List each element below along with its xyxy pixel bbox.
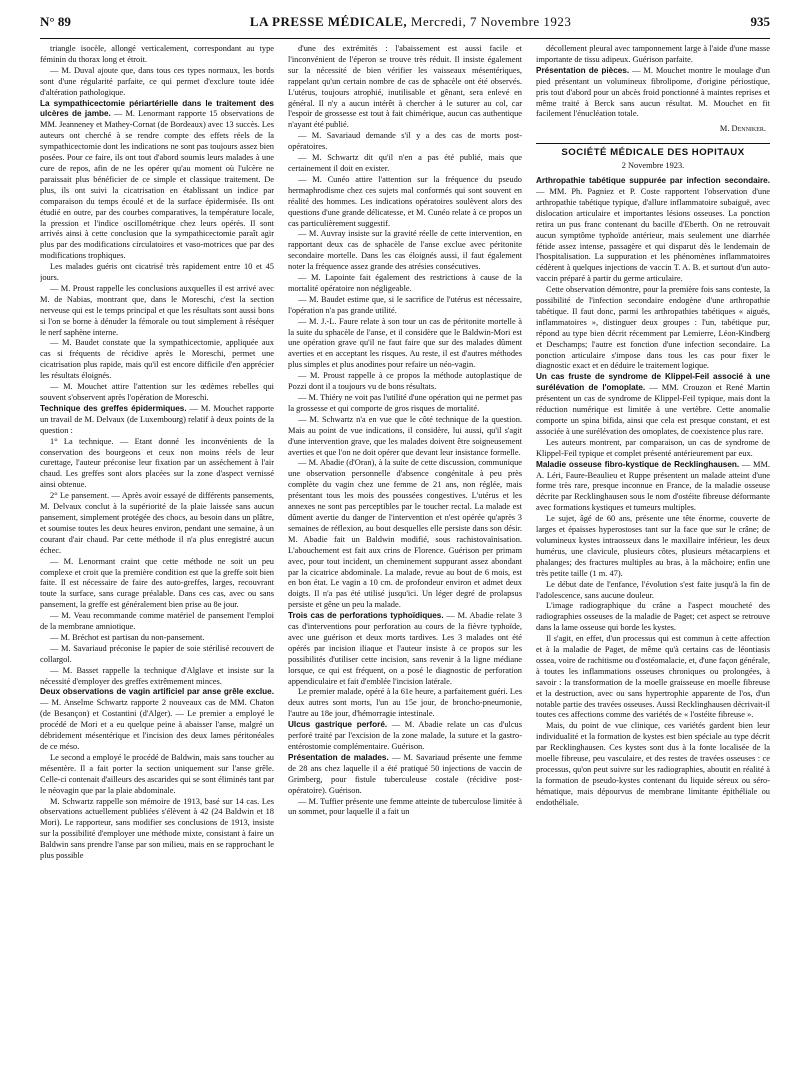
paragraph [288,415,522,459]
paragraph-text: Le début date de l'enfance, l'évolution s'est faite jusqu'à la fin de l'adolescence, sans aucune douleur. [536,579,770,600]
paragraph [536,44,770,66]
paragraph-text: Le second a employé le procédé de Baldwin, mais sans toucher au mésentère. Il a fait porter la section uniquement sur l'anse grêle. Celle-ci contenait d'ailleurs des ascarides qui se sont éliminés tant par le néovagin que par la plaie abdominale. [40,752,274,795]
paragraph-text: — M. Schwartz dit qu'il n'en a pas été publié, mais que certainement il doit en exister. [288,153,522,173]
issue-number: N° 89 [40,14,71,29]
section-heading: Ulcus gastrique perforé. [288,720,388,730]
paragraph [288,44,522,131]
paragraph [40,633,274,644]
paragraph-text: — M. Savariaud demande s'il y a des cas de morts post-opératoires. [288,131,522,152]
paragraph-text: triangle isocèle, allongé verticalement, correspondant au type féminin du thorax long et étroit. [40,44,274,64]
paragraph-text: — M. Lenormant rapporte 15 observations de MM. Jeanneney et Mathey-Cornat (de Bordeaux) avec 13 succès. Les auteurs ont cherché à se rendre compte des effets réels de la sympathicectomie dont les indications ne sont pas toujours assez bien posées. Pour ce faire, ils ont tout d'abord soumis leurs malades à une cure de repos, afin de ne les opérer qu'au moment où l'ulcère ne paraissait plus bénéficier de ce simple et classique traitement. De plus, ils ont suivi la cicatrisation en établissant un indice par comparaison du temps écoulé et de la surface épidermisée. Ils ont étudié en outre, par des courbes comparatives, la température locale, la pression et l'indice oscillométrique chez leurs opérés. Il sont arrivés ainsi à cette conclusion que la sympathicectomie paraît agir plus par des modifications circulatoires et vaso-motrices que par des modifications trophiques. [40,109,274,261]
column-3-bottom [536,176,770,809]
paragraph-text: M. Schwartz rappelle son mémoire de 1913, basé sur 14 cas. Les observations actuellement publiées s'élèvent à 42 (24 Baldwin et 18 Mori). Le rapporteur, sans modifier ses conclusions de 1913, insiste sur la possibilité d'employer une méthode mixte, consistant à faire un Baldwin sans prendre l'anse par son milieu, mais en se rapprochant le plus possible [40,796,274,861]
paragraph [40,644,274,666]
section-heading: Présentation de pièces. [536,65,630,75]
journal-title [250,14,572,30]
page-header [40,14,770,40]
paragraph-text: — MM. A. Léri, Faure-Beaulieu et Ruppe présentent un malade atteint d'une forme très rare, presque inconnue en France, de la maladie osseuse décrite par Recklinghausen sous le nom d'ostéite fibreuse déformante avec formations kystiques et tumeurs multiples. [536,459,770,513]
paragraph [536,580,770,602]
paragraph-text: — M. Proust rappelle les conclusions auxquelles il est arrivé avec M. de Nabias, montrant que, dans le Moreschi, c'est la section nerveuse qui est le temps principal et que les résultats sont aussi bons si l'on se borne à dénuder la fémorale ou tout simplement à réséquer le nerf saphène interne. [40,283,274,337]
paragraph [288,229,522,273]
paragraph-text: — M. Schwartz n'a en vue que le côté technique de la question. Mais au point de vue indications, il considère, lui aussi, qu'il s'agit d'une intervention grave, que les malades doivent être soigneusement averties et que l'on ne doit opérer que devant leur insistance formelle. [288,414,522,457]
signature: M. Denniker. [719,124,766,134]
paragraph [40,66,274,99]
paragraph [288,317,522,372]
paragraph [536,514,770,579]
paragraph [288,273,522,295]
paragraph-text: — M. Bréchot est partisan du non-pansement. [50,632,205,642]
paragraph [40,611,274,633]
paragraph [536,721,770,808]
paragraph [40,557,274,612]
paragraph-text: Mais, du point de vue clinique, ces variétés gardent bien leur individualité et la formation de kystes est bien spéciale au type décrit par Recklinghausen. Ces kystes sont dus à la fonte localisée de la moelle fibreuse, peu vasculaire, et des restes de travées osseuses : ce processus, qu'on peut suivre sur les radiographies, aboutit en réalité à la formation de pseudo-kystes contenant du liquide séreux ou séro-hématique, mais dépourvus de membrane limitante épithéliale ou endothéliale. [536,721,770,807]
section-heading: Deux observations de vagin artificiel par anse grêle exclue. [40,687,274,697]
section-heading: La sympathicectomie périartérielle dans le traitement des ulcères de jambe. [40,98,274,119]
paragraph-text: — M. Abadie relate un cas d'ulcus perforé traité par l'excision de la zone malade, la suture et la gastro-entérostomie complémentaire. Guérison. [288,720,522,751]
paragraph [40,262,274,284]
paragraph-text: — M. Baudet constate que la sympathicectomie, appliquée aux cas si fréquents de récidive après le Moreschi, permet une cicatrisation plus rapide, mais qu'il est encore difficile d'en apprécier les résultats éloignés. [40,338,274,381]
paragraph-text: Le premier malade, opéré à la 61e heure, a parfaitement guéri. Les deux autres sont morts, l'un au 15e jour, de broncho-pneumonie, l'autre au 18e jour, d'hémorragie intestinale. [288,687,522,719]
paragraph [536,66,770,121]
paragraph-text: Il s'agit, en effet, d'un processus qui est commun à cette affection et à la maladie de Paget, de même qu'à certains cas de léontiasis ossea, voire de rachitisme ou d'ostéomalacie, et, d'une façon générale, à toutes les inflammations osseuses chroniques ou prolongées, à savoir : la transformation de la moelle graisseuse en moelle fibreuse et la destruction, avec ou sans hypertrophie apparente de l'os, d'un notable partie des travées osseuses. Aussi Recklinghausen décrivait-il toutes ces affections comme des variétés de « l'ostéite fibreuse ». [536,634,770,720]
paragraph-text: — M. Savariaud présente une femme de 28 ans chez laquelle il a été pratiqué 50 injections de vaccin de Grimberg, pour fistule tuberculeuse costale (récidive post-opératoire). Guérison. [288,752,522,795]
paragraph-text: — M. Abadie (d'Oran), à la suite de cette discussion, communique une observation personnelle d'absence congénitale à peu près complète du vagin chez une femme de 21 ans, non réglée, mais présentant tous les mois des poussées congestives. L'utérus et les annexes ne sont pas perceptibles par le toucher rectal. La malade est dûment avertie du danger de l'intervention et n'est opérée qu'après 3 semaines de réflexion, au bout desquelles elle persiste dans son désir. M. Abadie fait un Baldwin modifié, sous rachistovaïnisation. L'abouchement est fait aux crins de Florence. Guérison per primam avec, pour tout incident, un cheminement suppurant assez abondant par la cicatrice abdominale. La malade, revue au bout de 6 mois, est en bon état. Le vagin a 10 cm. de profondeur environ et admet deux doigts. Il n'a pas été utilisé jusqu'ici. Un léger degré de prolapsus persiste et gêne un peu la malade. [288,458,522,610]
paragraph [40,687,274,752]
paragraph [536,438,770,460]
paragraph [40,404,274,437]
section-heading: Technique des greffes épidermiques. [40,403,187,413]
paragraph-text: — M. Lapointe fait également des restrictions à cause de la mortalité opératoire non négligeable. [288,273,522,293]
paragraph-text: L'image radiographique du crâne a l'aspect moucheté des radiographies osseuses de la maladie de Paget; cet aspect se retrouve dans la lame osseuse qui borde les kystes. [536,601,770,633]
paragraph-text: — MM. Ph. Pagniez et P. Coste rapportent l'observation d'une arthropathie tabétique typique, d'allure inflammatoire subaiguë, avec dislocation articulaire et importantes lésions osseuses. La ponction retira un pus franc contenant du bacille d'Eberth. On ne retrouvait aucun symptôme typhoïde antérieur, mais seulement une diarrhée fétide assez intense, passagère et qui disparut dès le lendemain de l'hospitalisation. La suppuration et les phénomènes inflammatoires cédèrent à quelques injections de vaccin T. A. B. et surtout d'un auto-vaccin préparé à partir du germe articulaire. [536,186,770,284]
paragraph-text: 1° La technique. — Etant donné les inconvénients de la conservation des bourgeons et ceux non moins réels de leur curettage, l'auteur préconise leur fixation par un asséchement à l'air chaud. Les greffes sont alors placées sur la zone d'aspect vernissé ainsi obtenue. [40,436,274,490]
paragraph [288,175,522,230]
paragraph-text: 2° Le pansement. — Après avoir essayé de différents pansements, M. Delvaux conclut à la supériorité de la plaie laissée sans aucun pansement, simplement protégée des chocs, au besoin dans un plâtre, et soumise toutes les deux heures environ, pendant une semaine, à un courant d'air chaud. Par cette méthode il n'a plus enregistré aucun échec. [40,491,274,555]
paragraph-text: Le sujet, âgé de 60 ans, présente une tête énorme, couverte de larges et épaisses hyperostoses tant sur la face que sur le crâne; de volumineux kystes intraosseux dans le maxillaire inférieur, les deux humérus, une clavicule, plusieurs côtes, plusieurs métacarpiens et phalanges; des fractures multiples au bras, à la mâchoire; enfin une très petite taille (1 m. 47). [536,514,770,578]
paragraph [40,338,274,382]
section-title: SOCIÉTÉ MÉDICALE DES HOPITAUX [561,147,745,159]
section-heading: Maladie osseuse fibro-kystique de Recklinghausen. [536,459,740,469]
paragraph-text: — M. Abadie relate 3 cas d'interventions pour perforation au cours de la fièvre typhoïde, avec une guérison et deux morts tardives. Les 3 malades ont été opérés par incision iliaque et l'auteur insiste à ce propos sur les possibilités d'utiliser cette incision, sans revenir à la ligne médiane lorsque, ce qui est fréquent, on a posé le diagnostic de perforation appendiculaire et fait d'emblée l'incision latérale. [288,611,522,686]
journal-name: LA PRESSE MÉDICALE, [249,14,408,29]
paragraph-text: — M. Auvray insiste sur la gravité réelle de cette intervention, en rapportant deux cas de sphacèle de l'anse exclue avec péritonite secondaire mortelle. Dans les cas éloignés aussi, il faut également noter la fréquence assez grande des atrésies consécutives. [288,229,522,272]
section-heading: Trois cas de perforations typhoïdiques. [288,611,444,621]
paragraph [40,797,274,862]
paragraph [536,176,770,285]
paragraph [288,131,522,153]
column-3 [536,44,770,1074]
header-rule [40,38,770,39]
paragraph-text: Les auteurs montrent, par comparaison, un cas de syndrome de Klippel-Feil typique et complet présenté antérieurement par eux. [536,437,770,458]
paragraph [536,372,770,437]
paragraph-text: Les malades guéris ont cicatrisé très rapidement entre 10 et 45 jours. [40,262,274,283]
paragraph-text: Cette observation démontre, pour la première fois sans conteste, la possibilité de l'infection secondaire endogène d'une arthropathie tabétique. Il faut donc, parmi les arthropathies tabétiques « aiguës, inflammatoires », distinguer deux groupes : l'un, tabétique pur, répond au type bien décrit récemment par Lemierre, Léon-Kindberg et Deschamps; l'autre est fonction d'une infection secondaire. La ponction articulaire s'impose dans tous les cas pour fixer le diagnostic exact et en déduire le traitement logique. [536,285,770,371]
paragraph [40,382,274,404]
paragraph-text: — M. Lenormant craint que cette méthode ne soit un peu complexe et croit que la première condition est que la greffe soit bien faite. Il est nécessaire de faire des auto-greffes, larges, recouvrant toute la surface, sans curage préalable. Dans ces cas, avec ou sans pansement, la greffe est généralement bien prise au 8e jour. [40,556,274,610]
paragraph [288,458,522,611]
section-heading: Présentation de malades. [288,752,389,762]
article-columns [40,44,770,1074]
paragraph [40,753,274,797]
paragraph [288,611,522,687]
section-heading: Arthropathie tabétique suppurée par infection secondaire. [536,176,770,186]
paragraph-text: — M. Cunéo attire l'attention sur la fréquence du pseudo hermaphrodisme chez ces sujets mal conformés qui sont souvent en réalité des hommes. Les indications opératoires soulèvent alors des questions d'une grande délicatesse, et M. Cunéo relate à ce propos un cas particulièrement suggestif. [288,174,522,228]
paragraph-text: — M. Baudet estime que, si le sacrifice de l'utérus est nécessaire, l'opération n'a pas grande utilité. [288,294,522,315]
paragraph-text: — M. Savariaud préconise le papier de soie stérilisé recouvert de collargol. [40,643,274,664]
paragraph [288,687,522,720]
paragraph [40,666,274,688]
paragraph [288,720,522,753]
column-3-top [536,44,770,120]
paragraph-text: — M. Veau recommande comme matériel de pansement l'emploi de la membrane amniotique. [40,611,274,632]
paragraph-text: — M. Proust rappelle à ce propos la méthode autoplastique de Pozzi dont il a toujours vu de bons résultats. [288,371,522,392]
paragraph [40,437,274,492]
paragraph [40,44,274,66]
paragraph-text: — M. Tuffier présente une femme atteinte de tuberculose limitée à un sommet, pour laquelle il a fait un [288,796,522,817]
column-1 [40,44,274,1074]
section-divider [536,143,770,144]
paragraph-text: décollement pleural avec tamponnement large à l'aide d'une masse importante de tissu adipeux. Guérison parfaite. [536,44,770,64]
paragraph [536,285,770,372]
paragraph [288,393,522,415]
paragraph [536,460,770,515]
paragraph-text: — M. Mouchet attire l'attention sur les œdèmes rebelles qui souvent s'observent après l'opération de Moreschi. [40,382,274,402]
paragraph-text: d'une des extrémités : l'abaissement est aussi facile et l'inconvénient de l'éperon se trouve très réduit. Il insiste également sur la nécessité de bien vérifier les vaisseaux mésentériques, rappelant qu'un certain nombre de cas de sphacèle ont été observés. L'utérus, toujours atrophié, inutilisable et gênant, sera enlevé en général. Il n'y a aucun intérêt à chercher à le suturer au col, car l'espoir de grossesse est tout à fait chimérique, aucun cas authentique n'ayant été publié. [288,44,522,130]
page-number: 935 [750,14,770,29]
paragraph [288,371,522,393]
paragraph [288,153,522,175]
paragraph [40,491,274,556]
paragraph [40,284,274,339]
paragraph-text: — M. Anselme Schwartz rapporte 2 nouveaux cas de MM. Chaton (de Besançon) et Costantini (d'Alger). — Le premier a employé le procédé de Mori et a eu quelque peine à abaisser l'anse, malgré un débridement mésentérique et l'incision des deux lames péritonéales de ce méso. [40,698,274,751]
section-date: 2 Novembre 1923. [621,161,685,171]
paragraph [288,753,522,797]
paragraph-text: — M. Mouchet rapporte un travail de M. Delvaux (de Luxembourg) relatif à deux points de la question : [40,403,274,435]
column-2 [288,44,522,1074]
paragraph [40,99,274,263]
paragraph-text: — M. J.-L. Faure relate à son tour un cas de péritonite mortelle à la suite du sphacèle de l'anse, et il considère que le Baldwin-Mori est une opération grave qu'il ne faut faire que sur des malades dûment averties et en acceptant les risques. Au reste, il est d'autres méthodes plus simples et plus anodines pour refaire un néo-vagin. [288,316,522,370]
paragraph-text: — MM. Crouzon et René Martin présentent un cas de syndrome de Klippel-Feil typique, mais dont la réduction numérique est limitée à une vertèbre. Cette anomalie comporte un spina bifida, ainsi que cela est presque constant, et est associée à une surélévation des omoplates, de coexistence plus rare. [536,383,770,436]
issue-date: Mercredi, 7 Novembre 1923 [410,14,572,29]
paragraph [536,634,770,721]
paragraph-text: — M. Duval ajoute que, dans tous ces types normaux, les bords sont d'une régularité parfaite, ce qui permet d'exclure toute idée d'altération pathologique. [40,65,274,97]
section-heading: Un cas fruste de syndrome de Klippel-Feil associé à une surélévation de l'omoplate. [536,372,770,393]
paragraph [536,601,770,634]
paragraph [288,295,522,317]
paragraph [288,797,522,819]
paragraph-text: — M. Mouchet montre le moulage d'un pied présentant un volumineux fibrolipome, d'origine périostique, pris tout d'abord pour un abcès froid ponctionné à maintes reprises et même traité à Berck sans aucun résultat. M. Mouchet en fit facilement l'énucléation totale. [536,65,770,119]
paragraph-text: — M. Basset rappelle la technique d'Alglave et insiste sur la nécessité d'employer des greffes extrêmement minces. [40,665,274,686]
paragraph-text: — M. Thiéry ne voit pas l'utilité d'une opération qui ne permet pas la grossesse et qui comporte de gros risques de mortalité. [288,393,522,413]
